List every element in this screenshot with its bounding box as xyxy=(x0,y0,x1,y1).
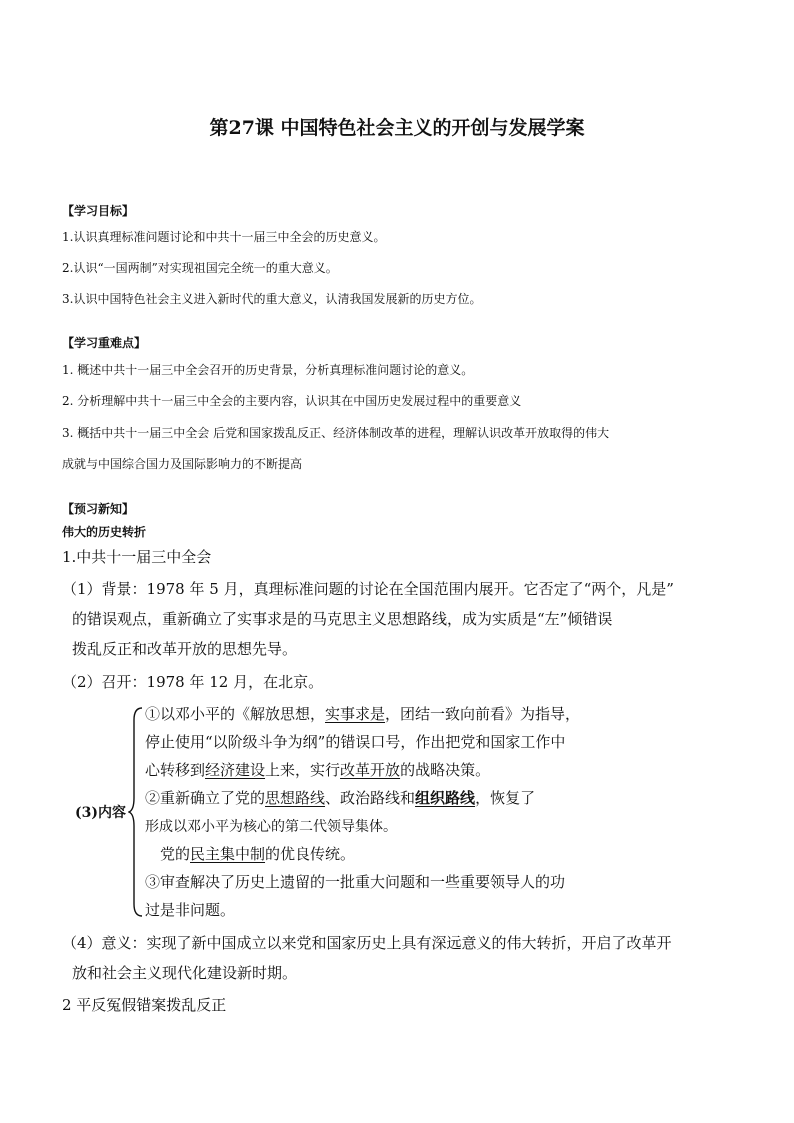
background-line: 拨乱反正和改革开放的思想先导。 xyxy=(72,640,298,658)
brace-icon xyxy=(128,706,144,918)
convene-line: （2）召开：1978 年 12 月，在北京。 xyxy=(62,673,324,691)
content-label: (3)内容 xyxy=(75,805,126,821)
preview-subheading: 伟大的历史转折 xyxy=(62,525,147,539)
background-line: 的错误观点，重新确立了实事求是的马克思主义思想路线，成为实质是“左”倾错误 xyxy=(72,610,613,628)
content-line: ②重新确立了党的思想路线、政治路线和组织路线，恢复了 xyxy=(145,789,536,807)
keypoint-item: 3. 概括中共十一届三中全会 后党和国家拨乱反正、经济体制改革的进程，理解认识改革开放取得的伟大 xyxy=(62,426,610,440)
underlined-term: 实事求是 xyxy=(325,705,386,723)
keypoint-item: 2. 分析理解中共十一届三中全会的主要内容，认识其在中国历史发展过程中的重要意义 xyxy=(62,394,522,408)
page-title: 第27课 中国特色社会主义的开创与发展学案 xyxy=(209,117,585,139)
goals-heading: 【学习目标】 xyxy=(62,204,135,218)
content-line: 停止使用“以阶级斗争为纲”的错误口号，作出把党和国家工作中 xyxy=(145,733,566,751)
significance-line: （4）意义：实现了新中国成立以来党和国家历史上具有深远意义的伟大转折，开启了改革开 xyxy=(62,934,672,952)
content-line: 过是非问题。 xyxy=(145,901,236,919)
goal-item: 2.认识“一国两制”对实现祖国完全统一的重大意义。 xyxy=(62,261,338,275)
content-line: 形成以邓小平为核心的第二代领导集体。 xyxy=(145,819,397,835)
content-line: ③审查解决了历史上遗留的一批重大问题和一些重要领导人的功 xyxy=(145,873,566,891)
point2-title: 2 平反冤假错案拨乱反正 xyxy=(62,996,227,1014)
keypoint-item: 成就与中国综合国力及国际影响力的不断提高 xyxy=(62,457,303,471)
point1-title: 1.中共十一届三中全会 xyxy=(62,548,212,566)
goal-item: 3.认识中国特色社会主义进入新时代的重大意义，认清我国发展新的历史方位。 xyxy=(62,292,482,306)
background-line: （1）背景：1978 年 5 月，真理标准问题的讨论在全国范围内展开。它否定了“两个，凡是” xyxy=(62,580,674,598)
keypoints-heading: 【学习重难点】 xyxy=(62,336,147,350)
underlined-term: 思想路线 xyxy=(265,789,326,807)
content-line: 心转移到经济建设上来，实行改革开放的战略决策。 xyxy=(145,761,491,779)
goal-item: 1.认识真理标准问题讨论和中共十一届三中全会的历史意义。 xyxy=(62,230,386,244)
preview-heading: 【预习新知】 xyxy=(62,502,135,516)
content-line: ①以邓小平的《解放思想，实事求是，团结一致向前看》为指导， xyxy=(145,705,581,723)
content-line: 党的民主集中制的优良传统。 xyxy=(160,845,356,863)
underlined-term: 民主集中制 xyxy=(190,845,266,863)
keypoint-item: 1. 概述中共十一届三中全会召开的历史背景，分析真理标准问题讨论的意义。 xyxy=(62,363,474,377)
significance-line: 放和社会主义现代化建设新时期。 xyxy=(72,964,298,982)
underlined-term: 经济建设 xyxy=(205,761,266,779)
underlined-term: 组织路线 xyxy=(415,789,476,807)
underlined-term: 改革开放 xyxy=(340,761,401,779)
